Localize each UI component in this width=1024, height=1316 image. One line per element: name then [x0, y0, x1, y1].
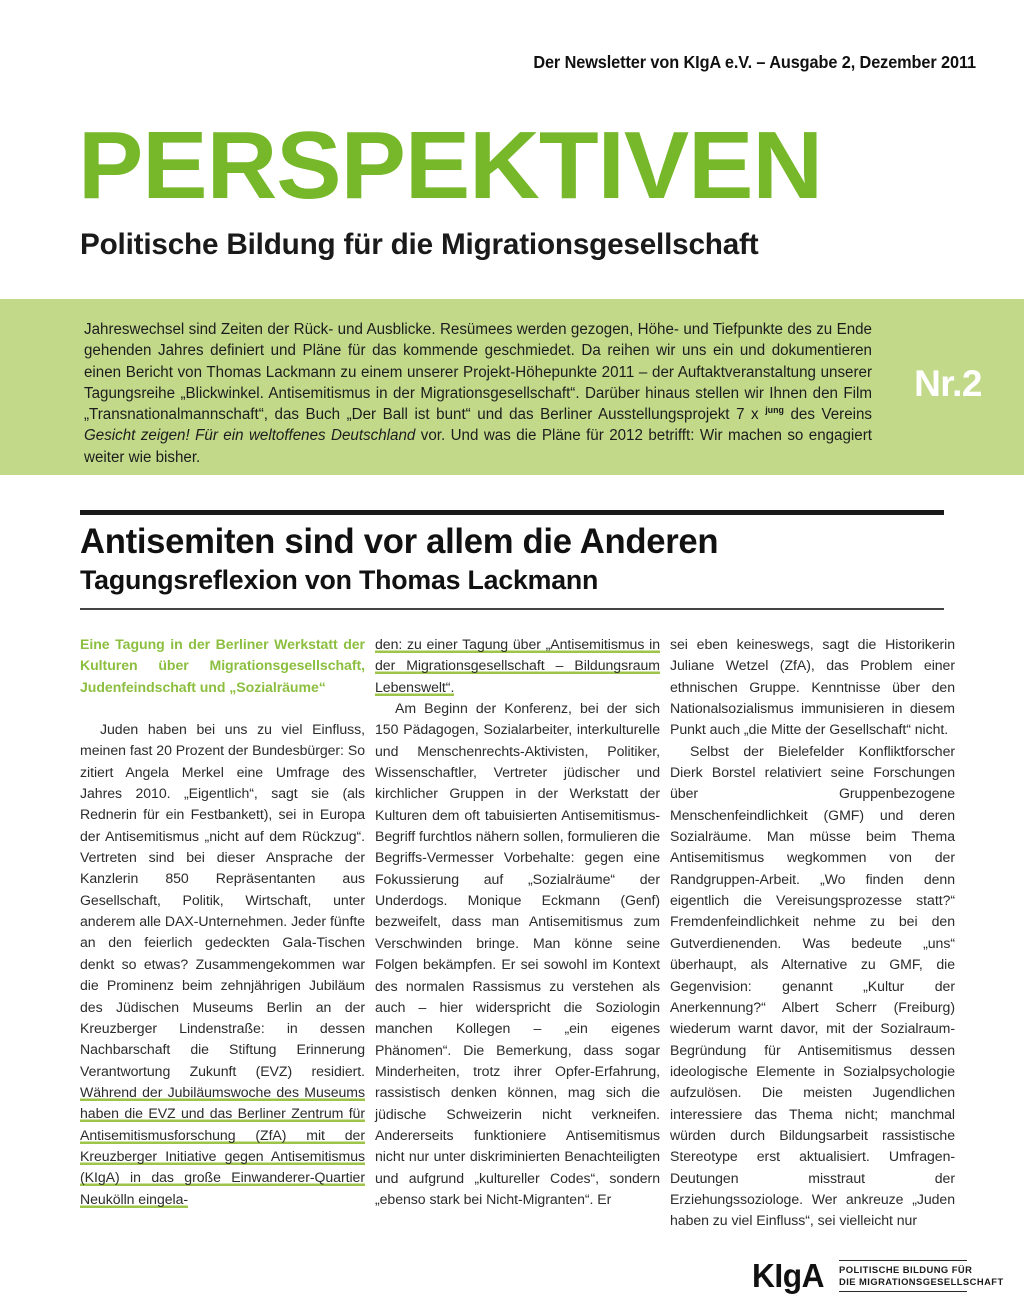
logo-divider-bottom: [839, 1291, 967, 1292]
kiga-logo-tagline-block: [839, 1258, 1004, 1291]
page-title: PERSPEKTIVEN: [78, 112, 823, 219]
article-paragraph: sei eben keineswegs, sagt die Historikerin Juliane Wetzel (ZfA), das Problem einer ethnischen Gruppe. Kenntnisse über den Nationalsozialismus immunisieren in diesem Punkt auch „die Mitte der Gesellschaft“ nicht.: [670, 636, 955, 738]
column1-body-text: Juden haben bei uns zu viel Einfluss, meinen fast 20 Prozent der Bundesbürger: So zitiert Angela Merkel eine Umfrage des Jahres 2010. „Eigentlich“, sagt sie (als Rednerin für ein Festbankett), sei in Europa der Antisemitismus „nicht auf dem Rückzug“. Vertreten sind bei dieser Ansprache der Kanzlerin 850 Repräsentanten aus Gesellschaft, Politik, Wirtschaft, unter anderem alle DAX-Unternehmen. Jeder fünfte an den feierlich gedeckten Gala-Tischen denkt so etwas? Zusammengekommen war die Prominenz beim zehnjährigen Jubiläum des Jüdischen Museums Berlin an der Kreuzberger Lindenstraße: in dessen Nachbarschaft die Stiftung Erinnerung Verantwortung Zukunft (EVZ) residiert.: [80, 721, 365, 1079]
kiga-logo-wordmark: KIgA: [752, 1256, 824, 1294]
article-paragraph: Selbst der Bielefelder Konfliktforscher Dierk Borstel relativiert seine Forschungen über Gruppenbezogene Menschenfeindlichkeit (GMF) und deren Sozialräume. Man müsse beim Thema Antisemitismus wegkommen von der Randgruppen-Arbeit. „Wo finden denn eigentlich die Vereisungsprozesse statt?“ Fremdenfeindlichkeit nehme zu bei den Gutverdienenden. Was bedeute „uns“ überhaupt, als Alternative zu GMF, die Gegenvision: genannt „Kultur der Anerkennung?“ Albert Scherr (Freiburg) wiederum warnt davor, mit der Sozialraum-Begründung für Antisemitismus dessen ideologische Elemente in Sozialpsychologie aufzulösen. Die meisten Jugendlichen interessiere das Thema nicht; manchmal würden durch Bildungsarbeit rassistische Stereotype erst aktualisiert. Umfragen-Deutungen misstraut der Erziehungssoziologe. Wer ankreuze „Juden haben zu viel Einfluss“, sei vielleicht nur: [670, 742, 955, 1229]
newsletter-issue-line: Der Newsletter von KIgA e.V. – Ausgabe 2, Dezember 2011: [533, 52, 976, 72]
article-column-2: [375, 634, 660, 1210]
article-bottom-rule: [80, 608, 944, 610]
column2-underlined-text: den: zu einer Tagung über „Antisemitismus in der Migrationsgesellschaft – Bildungsraum Lebenswelt“.: [375, 636, 660, 695]
intro-text-part1: Jahreswechsel sind Zeiten der Rück- und Ausblicke. Resümees werden gezogen, Höhe- und Tiefpunkte des zu Ende gehenden Jahres definiert und Pläne für das kommende geschmiedet. Da reihen wir uns ein und dokumentieren einen Bericht von Thomas Lackmann zu einem unserer Projekt-Höhepunkte 2011 – der Auftaktveranstaltung unserer Tagungsreihe „Blickwinkel. Antisemitismus in der Migrationsgesellschaft“. Darüber hinaus stellen wir Ihnen den Film „Transnationalmannschaft“, das Buch „Der Ball ist bunt“ und das Berliner Ausstellungsprojekt 7 x: [84, 321, 872, 424]
masthead-subtitle: Politische Bildung für die Migrationsgesellschaft: [80, 228, 759, 261]
kiga-tagline-line1: POLITISCHE BILDUNG FÜR: [839, 1264, 973, 1276]
article-column-1: [80, 634, 365, 1210]
intro-text-part2: des Vereins: [783, 406, 873, 424]
article-column-3: [670, 634, 955, 1232]
intro-text-part3: vor. Und was die Pläne für 2012 betrifft: Wir machen so engagiert weiter wie bisher.: [84, 427, 872, 466]
article-lede: Eine Tagung in der Berliner Werkstatt der Kulturen über Migrationsgesellschaft, Judenfeindschaft und „Sozialräume“: [80, 636, 365, 695]
intro-paragraph: [84, 319, 872, 468]
article-paragraph: Am Beginn der Konferenz, bei der sich 150 Pädagogen, Sozialarbeiter, interkulturelle und Menschenrechts-Aktivisten, Politiker, Wissenschaftler, Vertreter jüdischer und kirchlicher Gruppen in der Werkstatt der Kulturen dem oft tabuisierten Antisemitismus-Begriff furchtlos nähern sollen, formulieren die Begriffs-Vermesser Vorbehalte: gegen eine Fokussierung auf „Sozialräume“ der Underdogs. Monique Eckmann (Genf) bezweifelt, dass man Antisemitismus zum Verschwinden bringe. Man könne seine Folgen bekämpfen. Er sei sowohl im Kontext des normalen Rassismus zu verstehen als auch – hier widerspricht die Soziologin manchen Kollegen – „ein eigenes Phänomen“. Die Bemerkung, dass sogar Minderheiten, trotz ihrer Opfer-Erfahrung, rassistisch denken können, mag sich die jüdische Schweizerin nicht verkneifen. Andererseits funktioniere Antisemitismus nicht nur unter diskriminierten Benachteiligten und aufgrund „kultureller Codes“, sondern „ebenso stark bei Nicht-Migranten“. Er: [375, 700, 660, 1207]
article-paragraph: [375, 634, 660, 698]
kiga-logo-tagline: [839, 1261, 1004, 1290]
article-headline: Antisemiten sind vor allem die Anderen: [80, 522, 719, 561]
issue-number-badge: Nr.2: [914, 363, 982, 404]
kiga-logo: [752, 1252, 1004, 1298]
kiga-tagline-line2: DIE MIGRATIONSGESELLSCHAFT: [839, 1276, 1004, 1287]
article-subheadline: Tagungsreflexion von Thomas Lackmann: [80, 565, 599, 595]
article-top-rule: [80, 510, 944, 515]
article-body: [80, 634, 955, 1254]
intro-superscript: jung: [765, 405, 784, 416]
article-paragraph: [80, 719, 365, 1210]
intro-text-italic: Gesicht zeigen! Für ein weltoffenes Deutschland: [84, 427, 416, 445]
column1-underlined-text: Während der Jubiläumswoche des Museums haben die EVZ und das Berliner Zentrum für Antisemitismusforschung (ZfA) mit der Kreuzberger Initiative gegen Antisemitismus (KIgA) in das große Einwanderer-Quartier Neukölln eingela-: [80, 1083, 365, 1207]
